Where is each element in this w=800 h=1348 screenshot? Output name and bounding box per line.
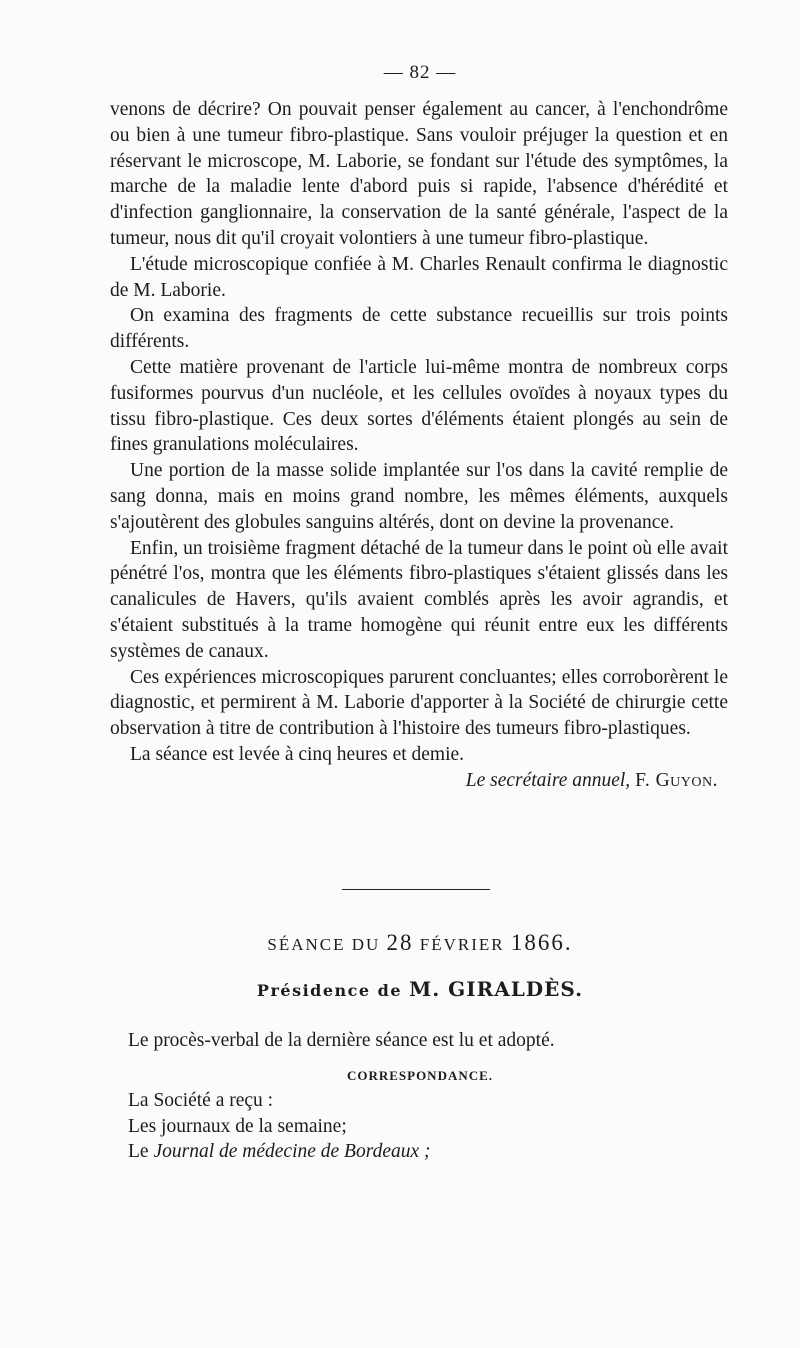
- list-item: La Société a reçu :: [128, 1090, 274, 1111]
- correspondance-list: [128, 1088, 431, 1165]
- paragraph: Enfin, un troisième fragment détaché de la tumeur dans le point où elle avait pénétré l'os, montra que les éléments fibro-plastiques s'étaient glissés dans les canalicules de Havers, qu'ils avaient comblés après les avoir agrandis, et s'étaient substitués à la trame homogène qui réunit entre eux les différents systèmes de canaux.: [110, 537, 728, 662]
- list-item: [128, 1139, 431, 1165]
- signature-role: Le secrétaire annuel,: [465, 769, 631, 791]
- paragraph: Cette matière provenant de l'article lui-même montra de nombreux corps fusiformes pourvus d'un nucléole, et les cellules ovoïdes à noyaux types du tissu fibro-plastique. Ces deux sortes d'éléments étaient plongés au sein de fines granulations moléculaires.: [110, 356, 728, 456]
- seance-year: 1866.: [510, 930, 573, 955]
- body-text: [110, 97, 728, 794]
- seance-day: 28: [386, 930, 414, 955]
- page-number: — 82 —: [383, 62, 457, 83]
- presidence-label: Présidence de: [256, 981, 403, 1000]
- signature: [110, 768, 728, 794]
- signature-name: F. Guyon.: [635, 769, 718, 791]
- presidence-heading: [0, 977, 800, 1001]
- journal-title: Journal de médecine de Bordeaux ;: [153, 1141, 431, 1162]
- paragraph: venons de décrire? On pouvait penser également au cancer, à l'enchondrôme ou bien à une tumeur fibro-plastique. Sans vouloir préjuger la question et en réservant le microscope, M. Laborie, se fondant sur l'étude des symptômes, la marche de la maladie lente d'abord puis si rapide, l'absence d'hérédité et d'infection ganglionnaire, la conservation de la santé générale, l'aspect de la tumeur, nous dit qu'il croyait volontiers à une tumeur fibro-plastique.: [110, 99, 728, 249]
- correspondance-heading: CORRESPONDANCE.: [346, 1068, 494, 1083]
- list-item-text: Le: [128, 1141, 154, 1162]
- paragraph: L'étude microscopique confiée à M. Charles Renault confirma le diagnostic de M. Laborie.: [110, 253, 728, 301]
- proces-verbal-line: Le procès-verbal de la dernière séance est lu et adopté.: [128, 1030, 555, 1051]
- seance-label: SÉANCE DU: [267, 935, 381, 954]
- paragraph: Ces expériences microscopiques parurent concluantes; elles corroborèrent le diagnostic, et permirent à M. Laborie d'apporter à la Société de chirurgie cette observation à titre de contribution à l'histoire des tumeurs fibro-plastiques.: [110, 666, 728, 740]
- paragraph: La séance est levée à cinq heures et demie.: [130, 743, 465, 765]
- paragraph: On examina des fragments de cette substance recueillis sur trois points différents.: [110, 305, 728, 353]
- list-item-text: Les journaux de la semaine;: [128, 1115, 347, 1137]
- paragraph: Une portion de la masse solide implantée sur l'os dans la cavité remplie de sang donna, mais en moins grand nombre, les mêmes éléments, auxquels s'ajoutèrent des globules sanguins altérés, dont on devine la provenance.: [110, 460, 728, 533]
- seance-month: FÉVRIER: [419, 935, 505, 954]
- seance-heading: [0, 930, 800, 956]
- presidence-name: M. GIRALDÈS.: [409, 977, 584, 1001]
- list-item: [128, 1114, 431, 1140]
- section-divider: [342, 889, 490, 890]
